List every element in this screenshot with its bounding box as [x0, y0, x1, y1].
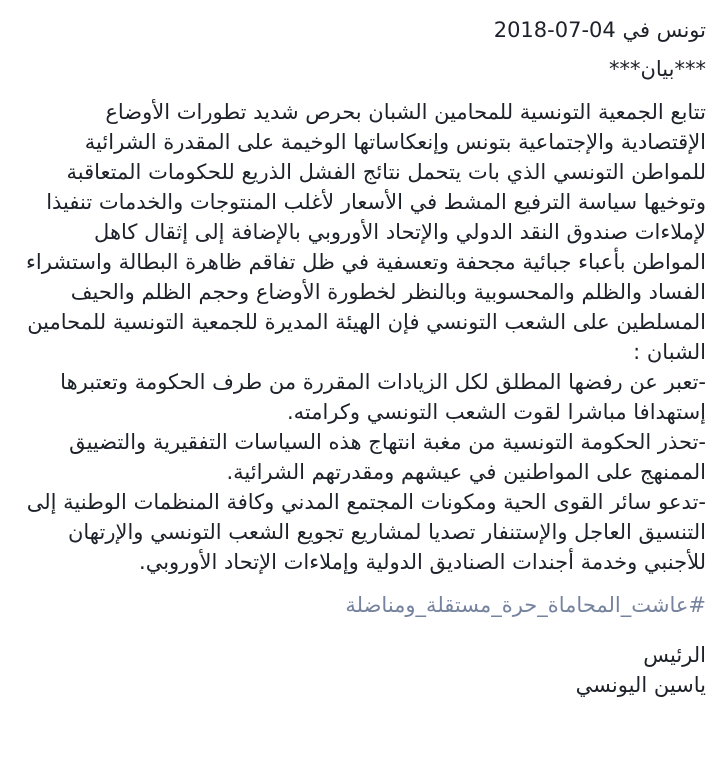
demand-warn-government: -تحذر الحكومة التونسية من مغبة انتهاج هذه السياسات التفقيرية والتضييق الممنهج على المواطنين في عيشهم ومقدرتهم الشرائية. — [69, 430, 706, 484]
signature-block — [14, 640, 706, 700]
signature-role: الرئيس — [643, 643, 706, 667]
statement-body — [14, 97, 706, 577]
demand-call-civil-society: -تدعو سائر القوى الحية ومكونات المجتمع المدني وكافة المنظمات الوطنية إلى التنسيق العاجل والإستنفار تصديا لمشاريع تجويع الشعب التونسي والإرتهان للأجنبي وخدمة أجندات الصناديق الدولية وإملاءات الإتحاد الأوروبي. — [26, 490, 706, 574]
statement-title: ***بيان*** — [608, 57, 706, 81]
hashtag-link[interactable]: #عاشت_المحاماة_حرة_مستقلة_ومناضلة — [345, 593, 706, 617]
intro-paragraph: تتابع الجمعية التونسية للمحامين الشبان بحرص شديد تطورات الأوضاع الإقتصادية والإجتماعية بتونس وإنعكاساتها الوخيمة على المقدرة الشرائية للمواطن التونسي الذي بات يتحمل نتائج الفشل الذريع للحكومات المتعاقبة وتوخيها سياسة الترفيع المشط في الأسعار لأغلب المنتوجات والخدمات تنفيذا لإملاءات صندوق النقد الدولي والإتحاد الأوروبي بالإضافة إلى إثقال كاهل المواطن بأعباء جبائية مجحفة وتعسفية في ظل تفاقم ظاهرة البطالة واستشراء الفساد والظلم والمحسوبية وبالنظر لخطورة الأوضاع وحجم الظلم والحيف المسلطين على الشعب التونسي فإن الهيئة المديرة للجمعية التونسية للمحامين الشبان : — [26, 100, 706, 364]
demand-reject-increases: -تعبر عن رفضها المطلق لكل الزيادات المقررة من طرف الحكومة وتعتبرها إستهدافا مباشرا لقوت الشعب التونسي وكرامته. — [60, 370, 706, 424]
signature-name: ياسين اليونسي — [575, 673, 706, 697]
dateline: تونس في 04-07-2018 — [493, 18, 706, 42]
